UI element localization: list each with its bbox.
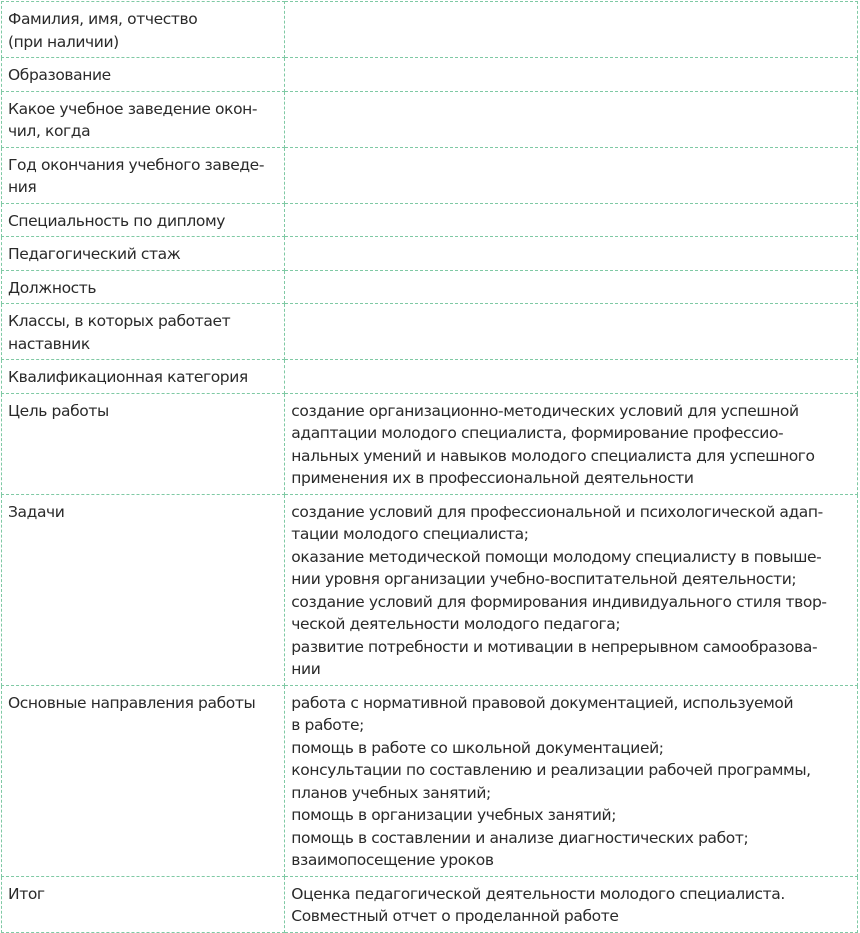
row-label-line: Цель работы <box>8 401 109 420</box>
table-body <box>2 2 858 933</box>
row-value-line: ческой деятельности молодого педагога; <box>291 615 621 633</box>
row-value-cell <box>285 494 858 685</box>
table-row <box>2 270 858 304</box>
table-row <box>2 203 858 237</box>
row-value-cell <box>285 876 858 932</box>
row-label-cell <box>2 393 285 494</box>
row-label-cell <box>2 685 285 876</box>
table-row <box>2 360 858 394</box>
row-value-cell <box>285 685 858 876</box>
row-value-line: консультации по составлению и реализации рабочей программы, <box>291 761 811 779</box>
table-row <box>2 876 858 932</box>
row-value-cell <box>285 393 858 494</box>
mentor-info-table <box>1 1 858 933</box>
row-value-line: Оценка педагогической деятельности молодого специалиста. <box>291 884 785 903</box>
row-label-line: Специальность по диплому <box>8 211 226 230</box>
row-label-line: Год окончания учебного заведе- <box>8 155 265 174</box>
row-value-line: создание условий для профессиональной и психологической адап- <box>291 502 823 521</box>
row-label-cell <box>2 876 285 932</box>
table-row <box>2 237 858 271</box>
row-label-line: Образование <box>8 66 111 84</box>
row-label-line: Итог <box>8 884 45 903</box>
row-value-line: в работе; <box>291 716 364 734</box>
row-label-cell <box>2 494 285 685</box>
row-value-cell <box>285 270 858 304</box>
row-label-line: Классы, в которых работает <box>8 312 231 330</box>
row-value-line: оказание методической помощи молодому специалисту в повыше- <box>291 547 822 566</box>
row-label-cell <box>2 2 285 58</box>
row-value-line: нии уровня организации учебно-воспитательной деятельности; <box>291 570 797 588</box>
row-value-line: помощь в работе со школьной документацией; <box>291 738 664 757</box>
row-value-cell <box>285 360 858 394</box>
table-row <box>2 147 858 203</box>
row-value-line: Совместный отчет о проделанной работе <box>291 907 619 925</box>
row-label-line: Какое учебное заведение окон- <box>8 99 258 118</box>
row-value-line: помощь в составлении и анализе диагностических работ; <box>291 828 749 847</box>
row-value-cell <box>285 203 858 237</box>
row-value-line: помощь в организации учебных занятий; <box>291 806 617 824</box>
row-value-line: взаимопосещение уроков <box>291 851 494 869</box>
table-row <box>2 304 858 360</box>
row-label-line: чил, когда <box>8 122 91 140</box>
row-label-line: Задачи <box>8 502 65 521</box>
row-value-line: адаптации молодого специалиста, формирование профессио- <box>291 424 784 442</box>
table-row <box>2 58 858 92</box>
row-label-cell <box>2 270 285 304</box>
table-row <box>2 393 858 494</box>
row-label-cell <box>2 237 285 271</box>
row-label-line: Педагогический стаж <box>8 245 181 263</box>
row-value-line: тации молодого специалиста; <box>291 525 529 543</box>
row-label-cell <box>2 91 285 147</box>
row-value-cell <box>285 237 858 271</box>
row-label-cell <box>2 58 285 92</box>
row-label-line: Фамилия, имя, отчество <box>8 10 198 28</box>
row-label-line: Основные направления работы <box>8 693 256 712</box>
row-label-cell <box>2 203 285 237</box>
table-row <box>2 685 858 876</box>
row-label-line: Квалификационная категория <box>8 368 248 386</box>
row-label-cell <box>2 360 285 394</box>
row-value-line: нии <box>291 660 321 678</box>
row-value-cell <box>285 58 858 92</box>
row-label-cell <box>2 147 285 203</box>
row-value-line: создание условий для формирования индивидуального стиля твор- <box>291 592 827 611</box>
row-value-cell <box>285 2 858 58</box>
row-label-line: (при наличии) <box>8 32 119 51</box>
row-value-cell <box>285 304 858 360</box>
row-label-cell <box>2 304 285 360</box>
row-value-line: развитие потребности и мотивации в непрерывном самообразова- <box>291 637 818 656</box>
table-row <box>2 2 858 58</box>
row-value-line: применения их в профессиональной деятельности <box>291 469 694 487</box>
row-label-line: наставник <box>8 334 90 353</box>
row-value-cell <box>285 147 858 203</box>
table-row <box>2 91 858 147</box>
row-value-line: создание организационно-методических условий для успешной <box>291 401 799 420</box>
row-value-line: нальных умений и навыков молодого специалиста для успешного <box>291 446 815 465</box>
row-label-line: ния <box>8 178 37 196</box>
table-row <box>2 494 858 685</box>
row-value-cell <box>285 91 858 147</box>
row-label-line: Должность <box>8 278 97 297</box>
row-value-line: работа с нормативной правовой документацией, используемой <box>291 693 794 712</box>
row-value-line: планов учебных занятий; <box>291 783 491 802</box>
